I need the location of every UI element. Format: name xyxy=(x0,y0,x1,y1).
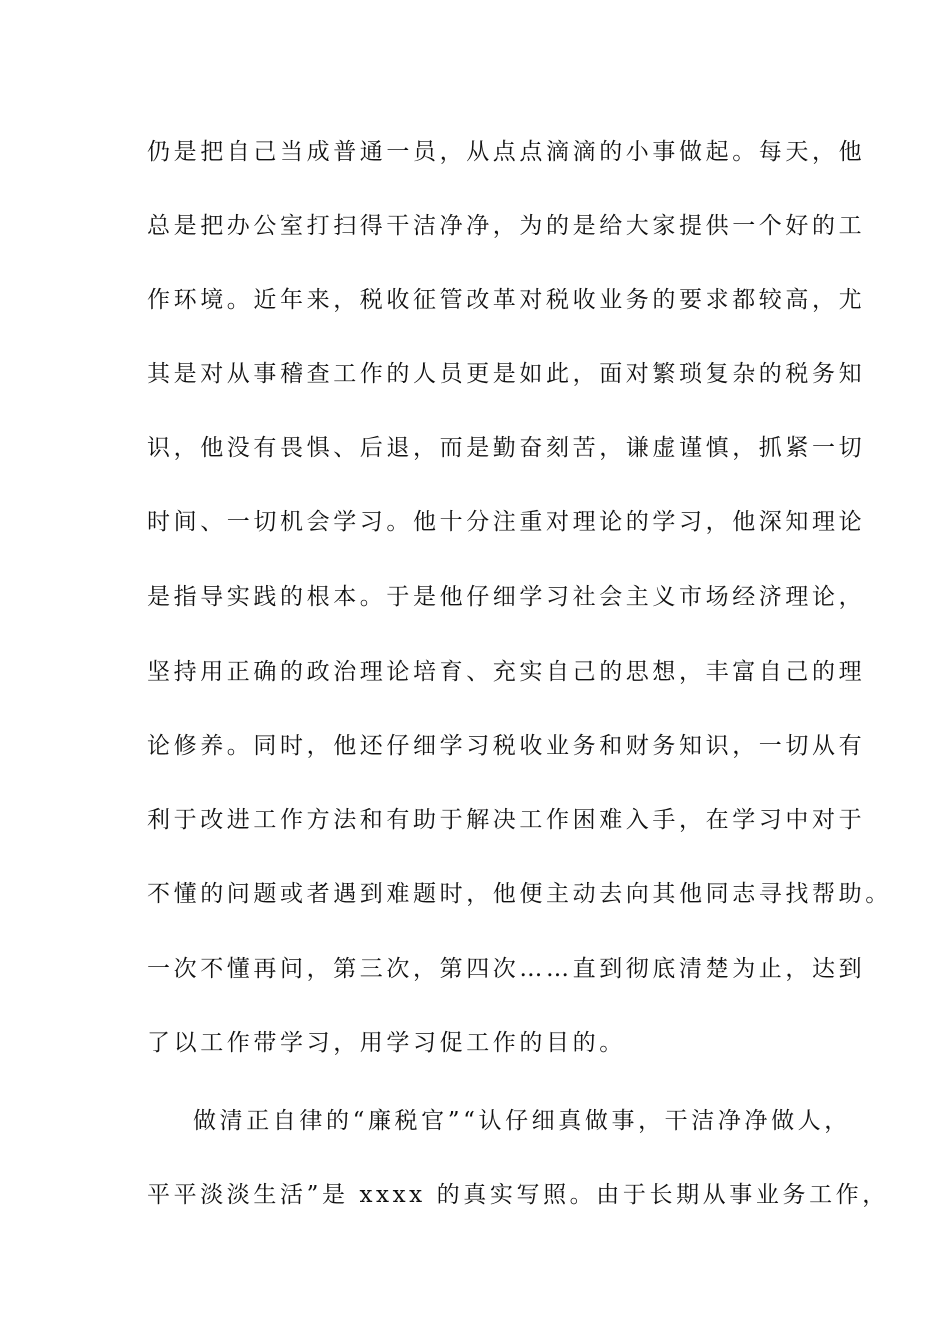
paragraph-line: 坚持用正确的政治理论培育、充实自己的思想，丰富自己的理 xyxy=(147,659,866,685)
paragraph-line: 作环境。近年来，税收征管改革对税收业务的要求都较高，尤 xyxy=(147,287,866,313)
paragraph-line: 了以工作带学习，用学习促工作的目的。 xyxy=(147,1030,626,1056)
paragraph-line: 论修养。同时，他还仔细学习税收业务和财务知识，一切从有 xyxy=(147,733,866,759)
paragraph-line: 做清正自律的“廉税官”“认仔细真做事，干洁净净做人， xyxy=(193,1108,851,1134)
paragraph-line: 其是对从事稽查工作的人员更是如此，面对繁琐复杂的税务知 xyxy=(147,361,866,387)
paragraph-line: 仍是把自己当成普通一员，从点点滴滴的小事做起。每天，他 xyxy=(147,139,866,165)
paragraph-line: 是指导实践的根本。于是他仔细学习社会主义市场经济理论， xyxy=(147,584,866,610)
paragraph-line: 总是把办公室打扫得干洁净净，为的是给大家提供一个好的工 xyxy=(147,213,866,239)
paragraph-line: 识，他没有畏惧、后退，而是勤奋刻苦，谦虚谨慎，抓紧一切 xyxy=(147,435,866,461)
paragraph-line: 一次不懂再问，第三次，第四次……直到彻底清楚为止，达到 xyxy=(147,956,866,982)
paragraph-line: 利于改进工作方法和有助于解决工作困难入手，在学习中对于 xyxy=(147,807,866,833)
paragraph-line: 时间、一切机会学习。他十分注重对理论的学习，他深知理论 xyxy=(147,509,866,535)
paragraph-line: 不懂的问题或者遇到难题时，他便主动去向其他同志寻找帮助。 xyxy=(147,881,892,907)
paragraph-line: 平平淡淡生活”是 xxxx 的真实写照。由于长期从事业务工作， xyxy=(147,1182,889,1208)
